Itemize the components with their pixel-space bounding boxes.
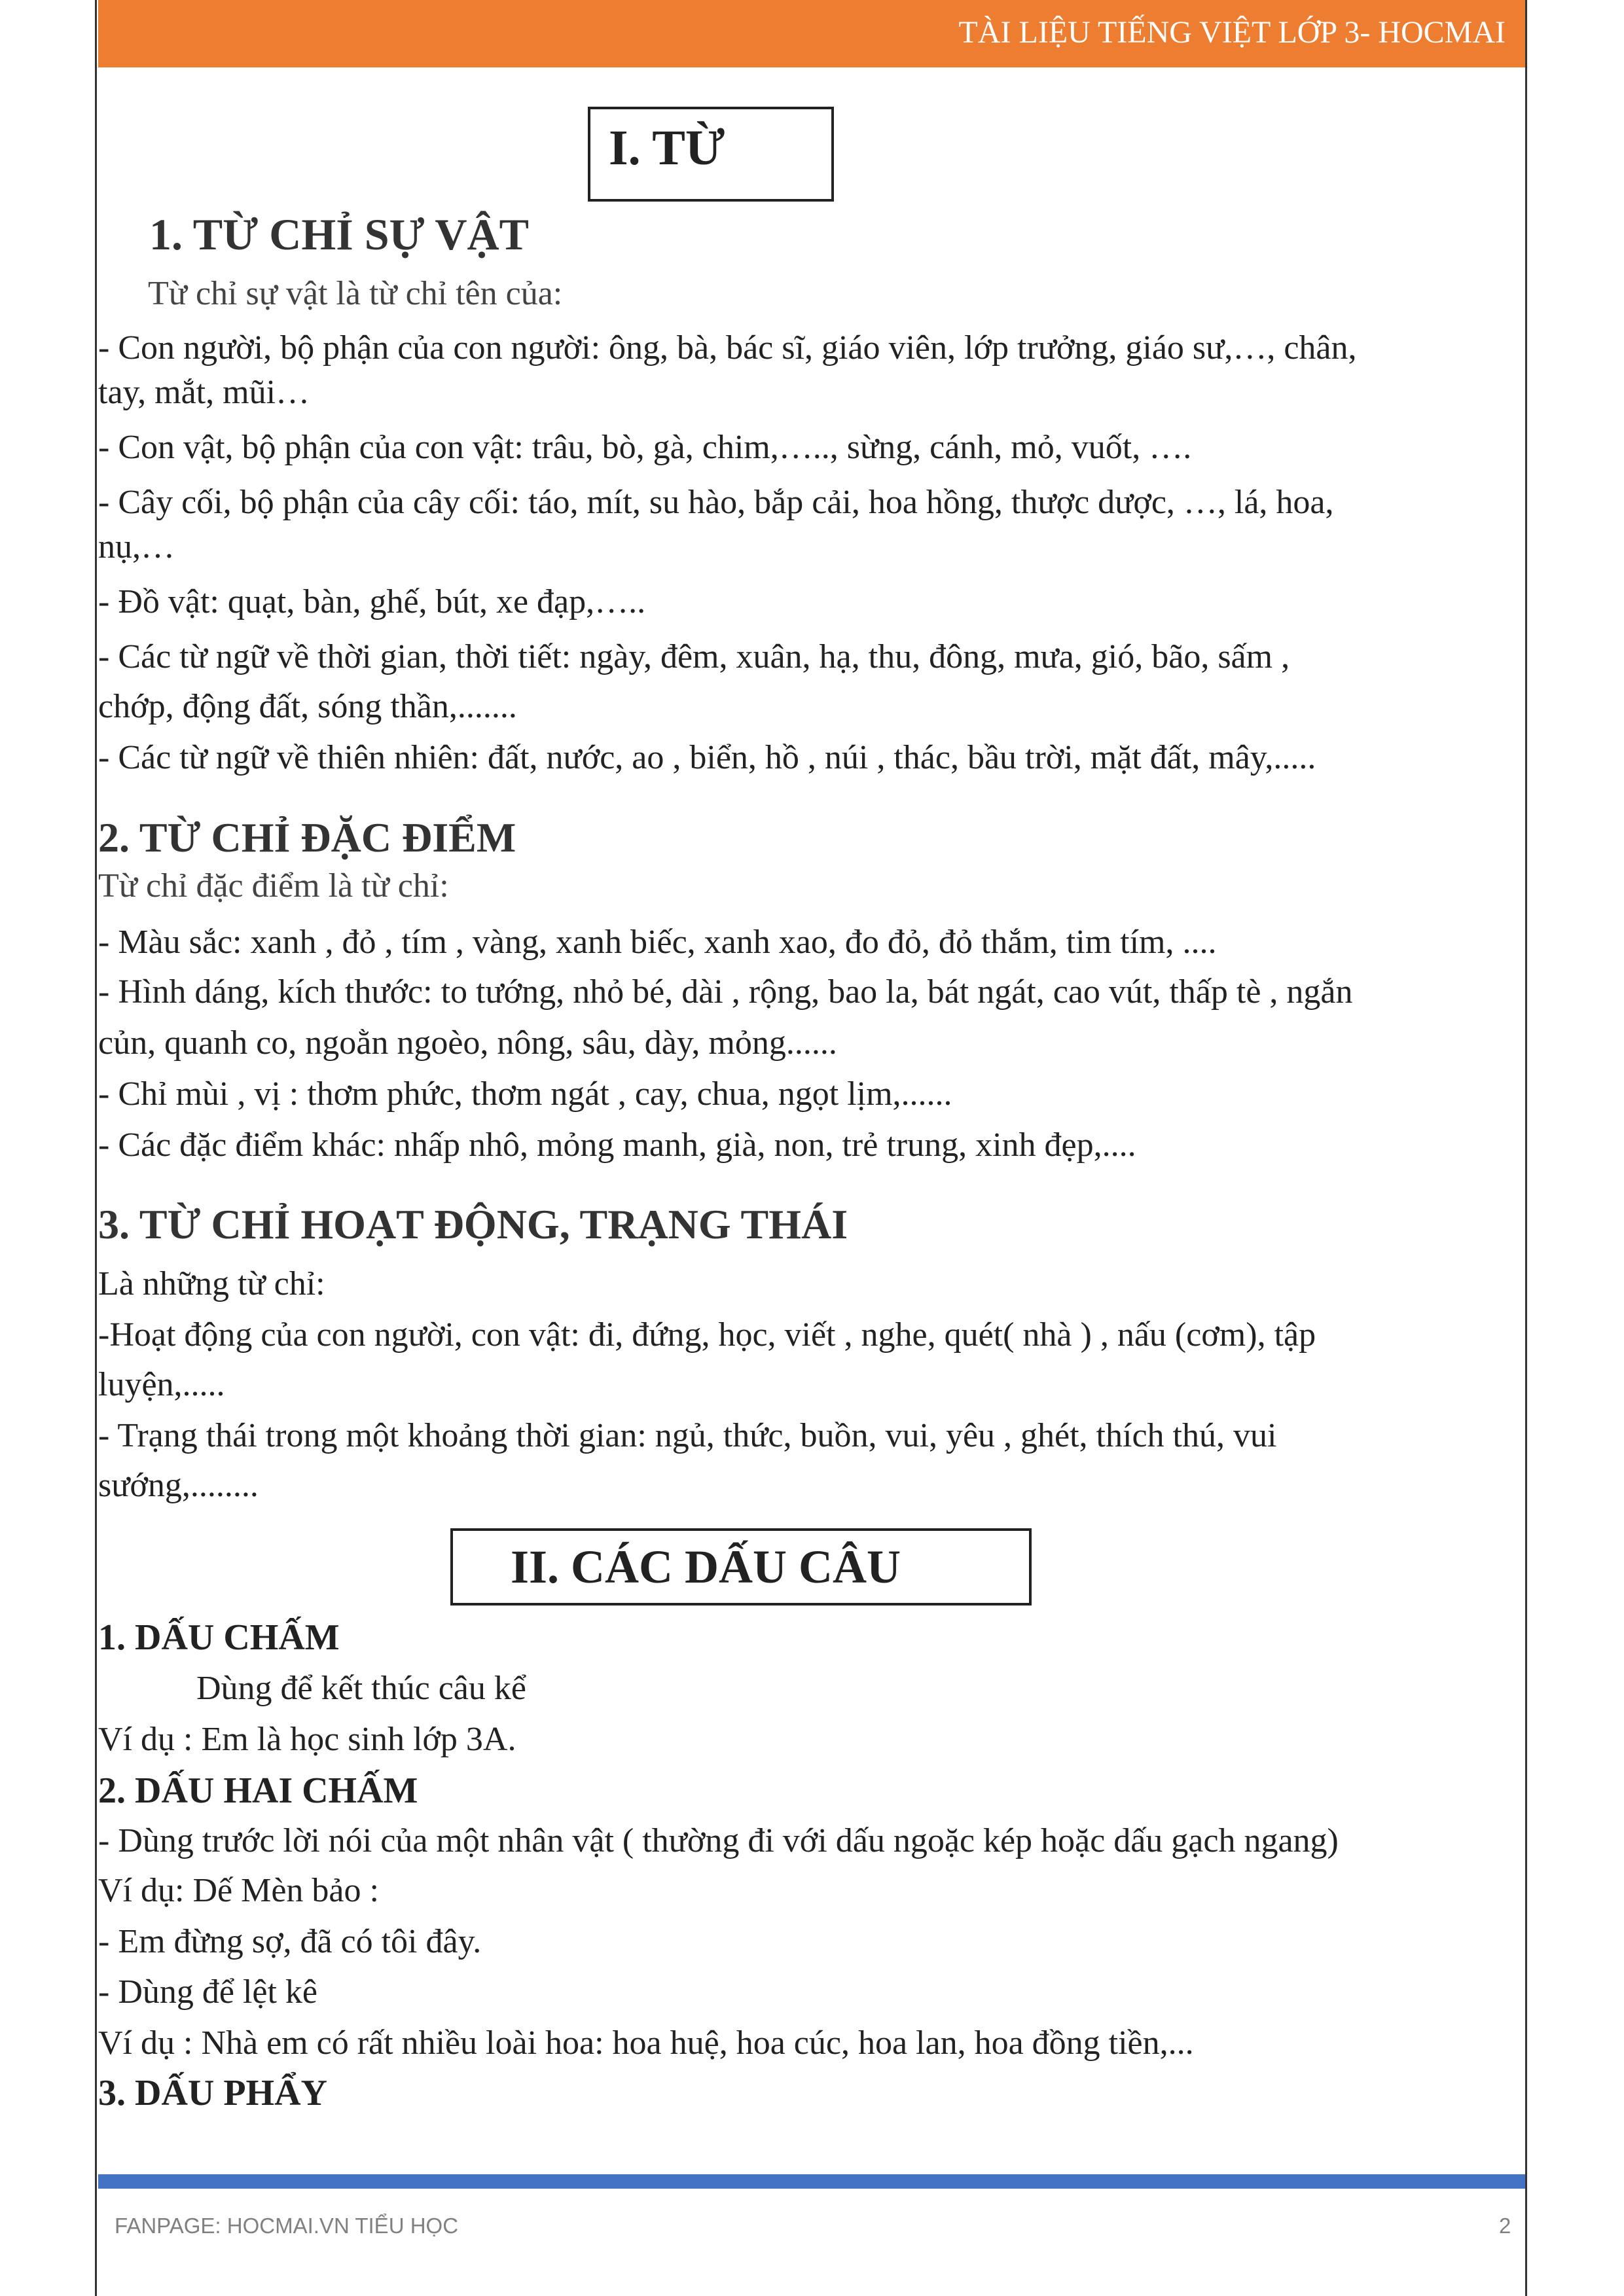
sub1-line: - Cây cối, bộ phận của cây cối: táo, mít, su hào, bắp cải, hoa hồng, thược dược, …, lá, hoa,: [98, 484, 1334, 521]
sub1-line: chớp, động đất, sóng thần,.......: [98, 688, 517, 725]
dau-cham-line: Ví dụ : Em là học sinh lớp 3A.: [98, 1721, 516, 1758]
sub1-line: - Đồ vật: quạt, bàn, ghế, bút, xe đạp,…..: [98, 583, 646, 620]
dau-hai-cham-line: - Dùng trước lời nói của một nhân vật ( thường đi với dấu ngoặc kép hoặc dấu gạch ngang): [98, 1822, 1339, 1859]
footer-rule: [98, 2174, 1525, 2189]
sub1-line: - Con vật, bộ phận của con vật: trâu, bò, gà, chim,….., sừng, cánh, mỏ, vuốt, ….: [98, 429, 1192, 466]
sub2-line: - Màu sắc: xanh , đỏ , tím , vàng, xanh biếc, xanh xao, đo đỏ, đỏ thắm, tim tím, ....: [98, 924, 1217, 961]
sub1-intro: Từ chỉ sự vật là từ chỉ tên của:: [148, 275, 563, 312]
sub2-line: củn, quanh co, ngoằn ngoèo, nông, sâu, dày, mỏng......: [98, 1024, 837, 1062]
sub3-line: -Hoạt động của con người, con vật: đi, đứng, học, viết , nghe, quét( nhà ) , nấu (cơm), tập: [98, 1316, 1316, 1354]
dau-cham-heading: 1. DẤU CHẤM: [98, 1617, 340, 1658]
section2-title: II. CÁC DẤU CÂU: [511, 1541, 901, 1593]
sub2-line: - Chỉ mùi , vị : thơm phức, thơm ngát , cay, chua, ngọt lịm,......: [98, 1075, 952, 1113]
sub1-line: - Các từ ngữ về thời gian, thời tiết: ngày, đêm, xuân, hạ, thu, đông, mưa, gió, bão, sấm ,: [98, 638, 1290, 675]
sub2-line: - Hình dáng, kích thước: to tướng, nhỏ bé, dài , rộng, bao la, bát ngát, cao vút, thấp tè , ngắn: [98, 973, 1353, 1011]
sub3-heading: 3. TỪ CHỈ HOẠT ĐỘNG, TRẠNG THÁI: [98, 1201, 848, 1247]
header-bar: [98, 0, 1525, 67]
sub3-line: sướng,........: [98, 1467, 259, 1504]
dau-cham-line: Dùng để kết thúc câu kể: [196, 1670, 526, 1707]
page-number: 2: [1499, 2214, 1511, 2238]
sub2-heading: 2. TỪ CHỈ ĐẶC ĐIỂM: [98, 814, 516, 861]
dau-hai-cham-line: Ví dụ: Dế Mèn bảo :: [98, 1872, 379, 1909]
sub1-heading: 1. TỪ CHỈ SỰ VẬT: [149, 209, 529, 259]
sub1-line: - Các từ ngữ về thiên nhiên: đất, nước, ao , biển, hồ , núi , thác, bầu trời, mặt đất, mây,.....: [98, 739, 1316, 776]
sub2-intro: Từ chỉ đặc điểm là từ chỉ:: [98, 867, 449, 905]
right-border-line: [1525, 0, 1527, 2296]
sub1-line: nụ,…: [98, 528, 175, 565]
dau-phay-heading: 3. DẤU PHẨY: [98, 2073, 327, 2113]
sub3-line: luyện,.....: [98, 1366, 225, 1403]
dau-hai-cham-line: Ví dụ : Nhà em có rất nhiều loài hoa: hoa huệ, hoa cúc, hoa lan, hoa đồng tiền,...: [98, 2024, 1194, 2062]
header-title: TÀI LIỆU TIẾNG VIỆT LỚP 3- HOCMAI: [958, 15, 1506, 50]
dau-hai-cham-line: - Em đừng sợ, đã có tôi đây.: [98, 1923, 482, 1960]
sub3-intro: Là những từ chỉ:: [98, 1265, 325, 1302]
section1-title: I. TỪ: [609, 120, 725, 175]
sub1-line: - Con người, bộ phận của con người: ông, bà, bác sĩ, giáo viên, lớp trưởng, giáo sư,…, chân,: [98, 329, 1357, 367]
dau-hai-cham-line: - Dùng để lệt kê: [98, 1973, 318, 2011]
dau-hai-cham-heading: 2. DẤU HAI CHẤM: [98, 1770, 418, 1811]
sub2-line: - Các đặc điểm khác: nhấp nhô, mỏng manh, già, non, trẻ trung, xinh đẹp,....: [98, 1126, 1136, 1164]
sub3-line: - Trạng thái trong một khoảng thời gian: ngủ, thức, buồn, vui, yêu , ghét, thích thú, vui: [98, 1417, 1277, 1454]
sub1-line: tay, mắt, mũi…: [98, 374, 310, 411]
footer-fanpage: FANPAGE: HOCMAI.VN TIỂU HỌC: [115, 2214, 459, 2238]
left-border-line: [95, 0, 97, 2296]
